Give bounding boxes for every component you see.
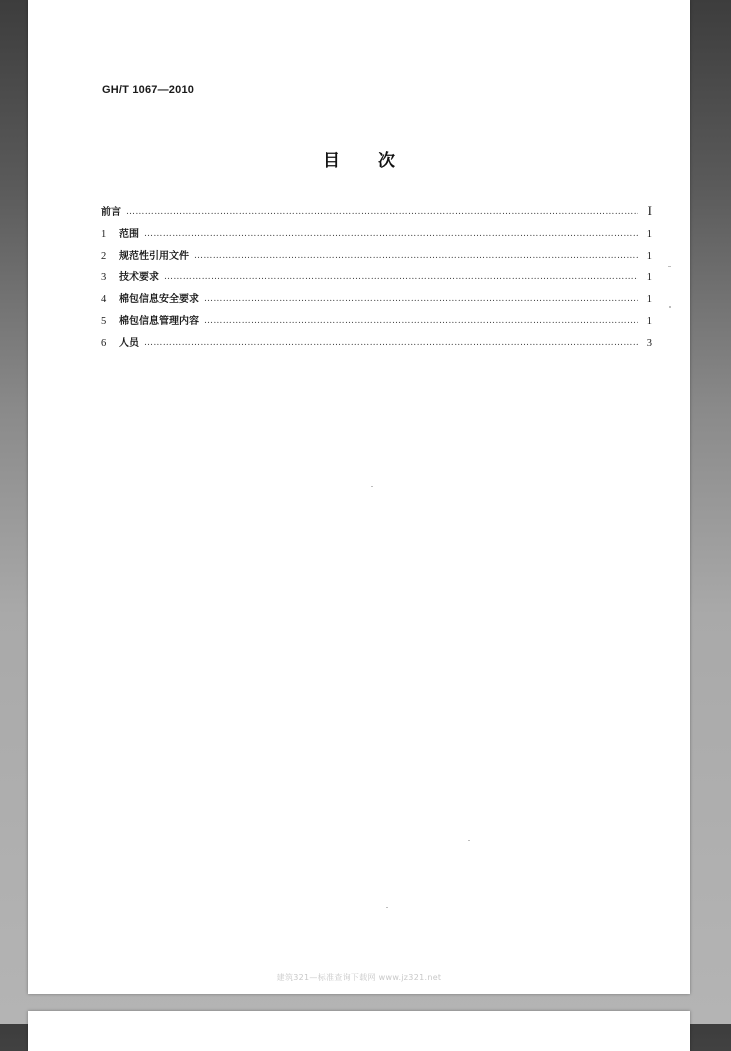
toc-title-char-2: 次 bbox=[378, 151, 395, 171]
toc-entry-foreword[interactable] bbox=[101, 203, 652, 225]
toc-entry-normative-references[interactable] bbox=[101, 247, 652, 269]
toc-leader-dots bbox=[126, 207, 638, 217]
toc-entry-technical-requirements[interactable] bbox=[101, 268, 652, 290]
toc-entry-scope[interactable] bbox=[101, 225, 652, 247]
toc-entry-management-content[interactable] bbox=[101, 312, 652, 334]
document-page bbox=[28, 0, 690, 994]
toc-leader-dots bbox=[204, 294, 638, 304]
toc-entry-personnel[interactable] bbox=[101, 334, 652, 356]
toc-leader-dots bbox=[204, 316, 638, 326]
toc-entry-number: 4 bbox=[101, 294, 107, 306]
toc-entry-page: 1 bbox=[646, 228, 652, 240]
toc-leader-dots bbox=[144, 338, 638, 348]
footer-watermark: 建筑321—标准查询下载网 www.jz321.net bbox=[276, 973, 442, 982]
toc-entry-number: 6 bbox=[101, 337, 107, 349]
toc-title-char-1: 目 bbox=[323, 151, 340, 171]
standard-code: GH/T 1067—2010 bbox=[102, 84, 195, 96]
toc-entry-label: 规范性引用文件 bbox=[119, 250, 189, 262]
scan-speck bbox=[468, 840, 470, 841]
toc-entry-label: 前言 bbox=[101, 207, 121, 218]
toc-entry-label: 范围 bbox=[119, 228, 139, 240]
toc-entry-label: 棉包信息安全要求 bbox=[119, 294, 199, 306]
toc-title bbox=[28, 146, 690, 171]
scan-speck bbox=[371, 486, 373, 487]
scan-speck bbox=[668, 266, 671, 267]
next-page-edge bbox=[28, 1011, 690, 1051]
toc-entry-page: 1 bbox=[646, 315, 652, 327]
toc-entry-label: 人员 bbox=[119, 337, 139, 349]
toc-entry-page: 1 bbox=[646, 250, 652, 262]
toc-entry-page: I bbox=[647, 203, 652, 218]
scan-speck bbox=[669, 306, 671, 308]
toc-entry-page: 3 bbox=[646, 337, 652, 349]
toc-entry-page: 1 bbox=[646, 294, 652, 306]
toc-entry-label: 技术要求 bbox=[119, 272, 159, 284]
toc-entry-number: 3 bbox=[101, 272, 107, 284]
toc-entry-number: 1 bbox=[101, 228, 107, 240]
toc-entry-number: 2 bbox=[101, 250, 107, 262]
toc-entry-page: 1 bbox=[646, 272, 652, 284]
toc-entry-number: 5 bbox=[101, 315, 107, 327]
toc-leader-dots bbox=[164, 272, 638, 282]
toc-entry-label: 棉包信息管理内容 bbox=[119, 315, 199, 327]
scan-speck bbox=[386, 907, 388, 908]
table-of-contents bbox=[101, 203, 652, 356]
toc-leader-dots bbox=[194, 251, 638, 261]
toc-entry-security-requirements[interactable] bbox=[101, 290, 652, 312]
toc-leader-dots bbox=[144, 229, 638, 239]
